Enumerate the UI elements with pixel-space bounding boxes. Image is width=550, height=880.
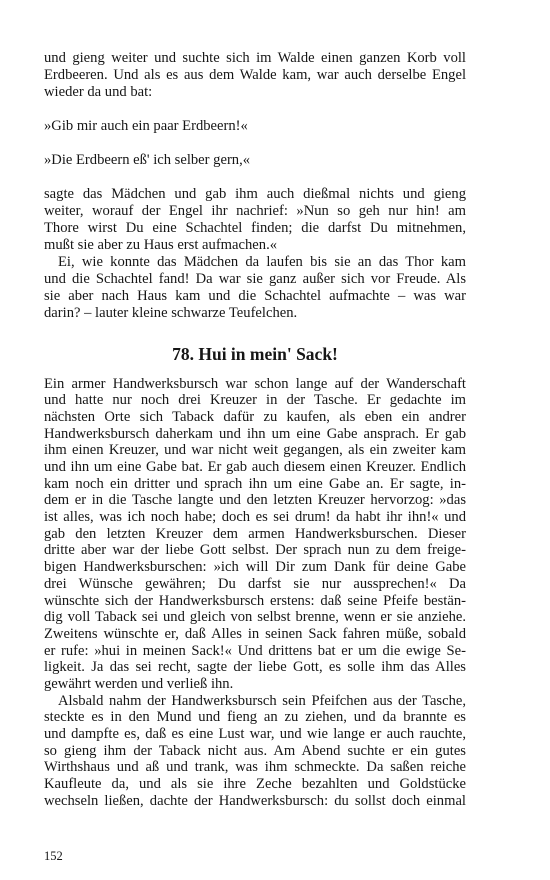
verse-line: »Gib mir auch ein paar Erdbeern!« xyxy=(44,118,248,134)
text-line: wieder da und bat: xyxy=(44,84,153,100)
text-line: gab den letzten Kreuzer dem armen Handwerksburschen. Dieser xyxy=(44,525,466,542)
text-line: dig voll Taback sei und gleich von selbst brenne, wenn er sie anziehe. xyxy=(44,609,466,626)
text-line: kam noch ein dritter und sprach ihn um eine Gabe an. Er sagte, in- xyxy=(44,475,466,492)
blank-line xyxy=(44,101,466,118)
paragraph xyxy=(44,693,466,810)
text-line: Thore wirst Du eine Schachtel finden; die darfst Du mitnehmen, xyxy=(44,220,466,236)
blank-line xyxy=(44,135,466,152)
text-line: Ein armer Handwerksbursch war schon lange auf der Wanderschaft xyxy=(44,375,466,392)
text-line: und dampfte es, daß es eine Lust war, und wie lange er auch rauchte, xyxy=(44,726,466,743)
text-line: steckte es in den Mund und fieng an zu ziehen, und da brannte es xyxy=(44,709,466,726)
text-line: so gieng ihm der Taback nicht aus. Am Abend suchte er ein gutes xyxy=(44,742,466,759)
text-line: Erdbeeren. Und als es aus dem Walde kam, war auch derselbe Engel xyxy=(44,67,466,83)
text-line: und ihn um eine Gabe bat. Er gab auch diesem einen Kreuzer. Endlich xyxy=(44,459,466,476)
text-line: mußt sie aber zu Haus erst aufmachen.« xyxy=(44,237,278,253)
text-line: Wirthshaus und aß und trank, was ihm schmeckte. Da saßen reiche xyxy=(44,759,466,776)
paragraph xyxy=(44,50,466,101)
paragraph xyxy=(44,186,466,254)
text-line: ihm einen Kreuzer, und war nicht weit gegangen, als ein zweiter kam xyxy=(44,442,466,459)
text-line: wechseln ließen, dachte der Handwerksbursch: du sollst doch einmal xyxy=(44,792,466,809)
text-line: Kaufleute da, und als sie ihre Zeche bezahlten und Goldstücke xyxy=(44,776,466,793)
text-line: und die Schachtel fand! Da war sie ganz außer sich vor Freude. Als xyxy=(44,271,466,287)
verse-line: »Die Erdbeern eß' ich selber gern,« xyxy=(44,152,251,168)
text-section-tale xyxy=(44,376,466,810)
text-line: Handwerksbursch daherkam und ihn um eine Gabe ansprach. Er gab xyxy=(44,425,466,442)
text-line: Alsbald nahm der Handwerksbursch sein Pfeifchen aus der Tasche, xyxy=(58,692,466,709)
paragraph xyxy=(44,254,466,322)
text-line: er rufe: »hui in meinen Sack!« Und drittens bat er um die ewige Se- xyxy=(44,642,466,659)
page-number: 152 xyxy=(44,849,63,863)
text-line: ligkeit. Ja das sei recht, sagte der liebe Gott, es solle ihm das Alles xyxy=(44,659,466,676)
text-line: dritte aber war der liebe Gott selbst. Der sprach nun zu dem freige- xyxy=(44,542,466,559)
text-line: Ei, wie konnte das Mädchen da laufen bis sie an das Thor kam xyxy=(58,254,466,270)
text-line: und gieng weiter und suchte sich im Walde einen ganzen Korb voll xyxy=(44,50,466,66)
text-line: wünschte sich der Handwerksbursch erstens: daß seine Pfeife bestän- xyxy=(44,592,466,609)
text-line: weiter, worauf der Engel ihr nachrief: »Nun so geh nur hin! am xyxy=(44,203,466,219)
text-line: drei Wünsche gewähren; Du darfst sie nur aussprechen!« Da xyxy=(44,575,466,592)
text-section-continuation xyxy=(44,50,466,322)
text-line: nächsten Orte sich Taback dafür zu kaufen, als eben ein andrer xyxy=(44,408,466,425)
text-line: dem er in die Tasche langte und den letzten Kreuzer hervorzog: »das xyxy=(44,492,466,509)
text-line: und hatte nur noch drei Kreuzer in der Tasche. Er gedachte im xyxy=(44,392,466,409)
chapter-title: 78. Hui in mein' Sack! xyxy=(172,344,338,364)
blank-line xyxy=(44,169,466,186)
text-line: Zweitens wünschte er, daß Alles in seinen Sack fahren müße, sobald xyxy=(44,625,466,642)
text-line: sagte das Mädchen und gab ihm auch dießmal nichts und gieng xyxy=(44,186,466,202)
text-line: bigen Handwerksburschen: »ich will Dir zum Dank für deine Gabe xyxy=(44,559,466,576)
text-line: gewährt werden und verließ ihn. xyxy=(44,675,234,692)
text-line: sie aber nach Haus kam und die Schachtel aufmachte – was war xyxy=(44,288,466,304)
text-line: ist alles, was ich noch habe; doch es sei drum! da habt ihr ihn!« und xyxy=(44,509,466,526)
paragraph xyxy=(44,376,466,693)
text-line: darin? – lauter kleine schwarze Teufelchen. xyxy=(44,305,298,321)
